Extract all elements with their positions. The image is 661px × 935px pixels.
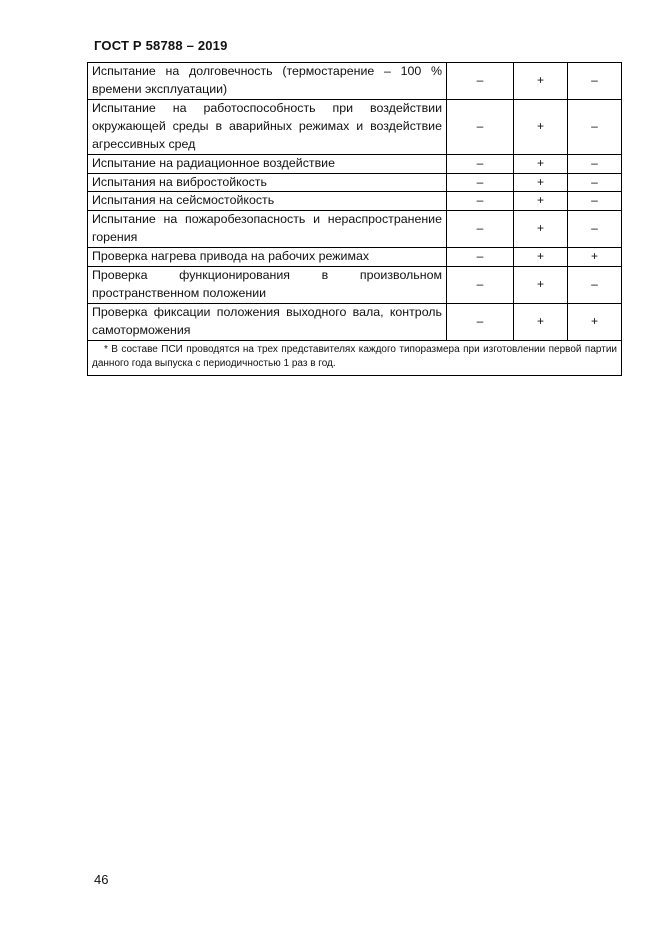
mark-cell: + (514, 248, 568, 267)
mark-cell: + (514, 303, 568, 340)
mark-cell: + (514, 155, 568, 174)
mark-cell: – (447, 63, 514, 100)
table-row (88, 248, 622, 267)
mark-cell: – (568, 63, 622, 100)
mark-cell: – (568, 155, 622, 174)
table-row (88, 173, 622, 192)
mark-cell: + (568, 248, 622, 267)
footnote-row (88, 340, 622, 375)
mark-cell: – (447, 155, 514, 174)
test-name-cell: Испытание на долговечность (термостарение – 100 % времени эксплуатации) (88, 63, 447, 100)
table-row (88, 63, 622, 100)
mark-cell: – (447, 192, 514, 211)
mark-cell: + (514, 100, 568, 155)
mark-cell: – (447, 173, 514, 192)
mark-cell: – (568, 211, 622, 248)
test-name-cell: Проверка функционирования в произвольном пространственном положении (88, 266, 447, 303)
table-row (88, 192, 622, 211)
mark-cell: – (568, 173, 622, 192)
test-table-body (88, 63, 622, 376)
mark-cell: + (568, 303, 622, 340)
test-name-cell: Испытание на радиационное воздействие (88, 155, 447, 174)
table-row (88, 100, 622, 155)
table-row (88, 303, 622, 340)
table-row (88, 266, 622, 303)
mark-cell: – (568, 100, 622, 155)
mark-cell: + (514, 266, 568, 303)
page-number: 46 (94, 872, 109, 887)
test-name-cell: Испытание на пожаробезопасность и нераспространение горения (88, 211, 447, 248)
mark-cell: – (447, 211, 514, 248)
mark-cell: – (447, 100, 514, 155)
table-footnote: * В составе ПСИ проводятся на трех представителях каждого типоразмера при изготовлении первой партии данного года выпуска с периодичностью 1 раз в год. (88, 340, 622, 375)
mark-cell: + (514, 192, 568, 211)
mark-cell: + (514, 211, 568, 248)
mark-cell: – (447, 266, 514, 303)
table-row (88, 211, 622, 248)
test-table (87, 62, 622, 376)
test-name-cell: Испытания на вибростойкость (88, 173, 447, 192)
mark-cell: – (568, 266, 622, 303)
test-name-cell: Проверка фиксации положения выходного вала, контроль самоторможения (88, 303, 447, 340)
test-name-cell: Проверка нагрева привода на рабочих режимах (88, 248, 447, 267)
mark-cell: – (447, 303, 514, 340)
test-name-cell: Испытания на сейсмостойкость (88, 192, 447, 211)
mark-cell: + (514, 63, 568, 100)
mark-cell: + (514, 173, 568, 192)
document-header: ГОСТ Р 58788 – 2019 (94, 38, 228, 53)
test-name-cell: Испытание на работоспособность при воздействии окружающей среды в аварийных режимах и воздействие агрессивных сред (88, 100, 447, 155)
table-row (88, 155, 622, 174)
mark-cell: – (568, 192, 622, 211)
mark-cell: – (447, 248, 514, 267)
